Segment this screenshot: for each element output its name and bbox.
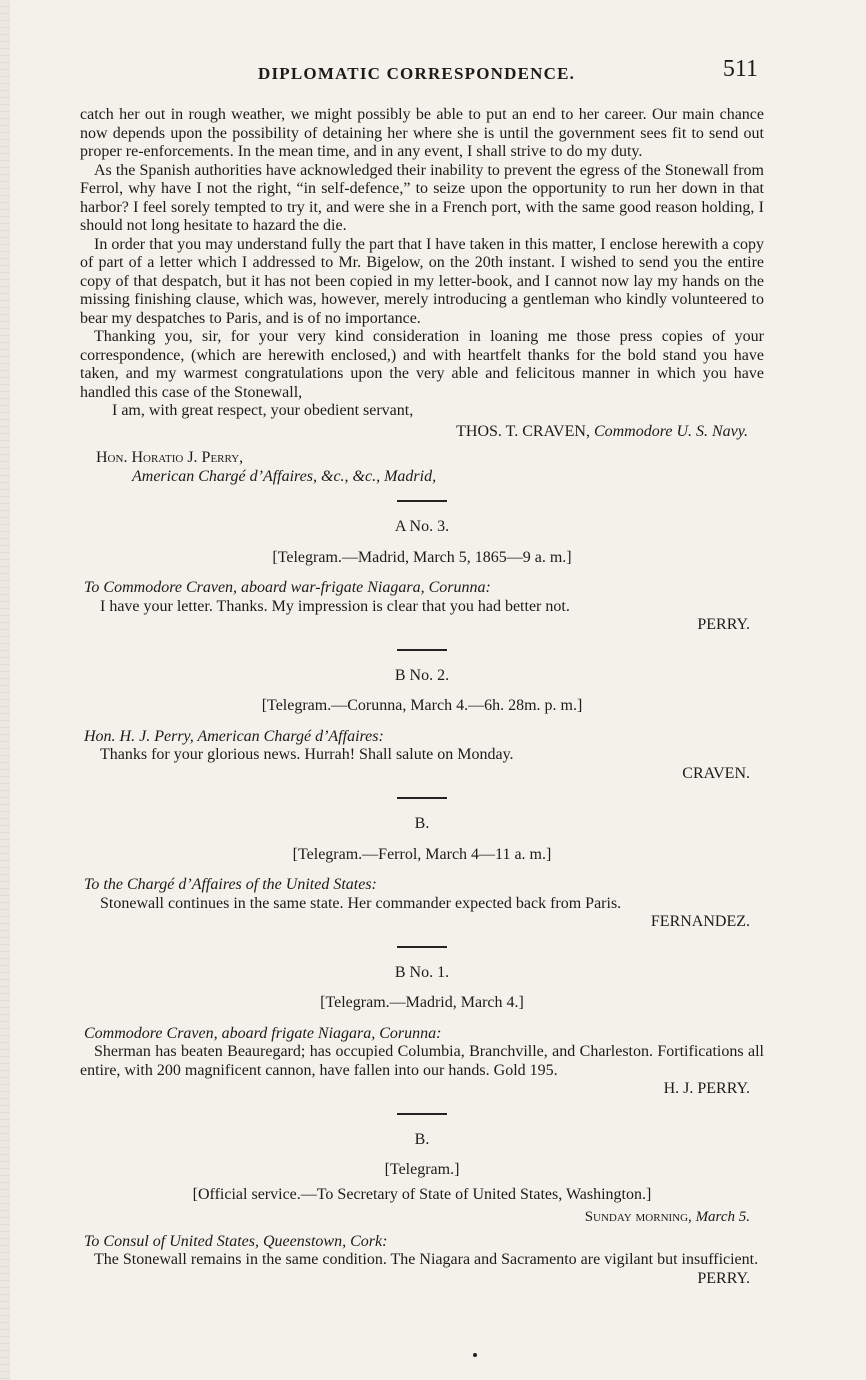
- telegram-block: [80, 964, 764, 1099]
- section-rule: [397, 649, 447, 651]
- page-header: [78, 58, 762, 88]
- telegram-heading: A No. 3.: [394, 518, 450, 535]
- addressee-title: American Chargé d’Affaires, &c., &c., Madrid,: [132, 467, 437, 485]
- telegram-heading: B.: [414, 815, 430, 832]
- running-title: DIPLOMATIC CORRESPONDENCE.: [258, 64, 576, 83]
- telegram-block: [80, 1131, 764, 1289]
- telegram-subheading: [Telegram.—Madrid, March 4.]: [320, 994, 524, 1011]
- telegram-signature: H. J. PERRY.: [663, 1080, 750, 1097]
- page-body: [80, 106, 764, 1288]
- telegram-text: Stonewall continues in the same state. Her commander expected back from Paris.: [100, 894, 622, 912]
- telegram-recipient: Commodore Craven, aboard frigate Niagara, Corunna:: [84, 1024, 442, 1042]
- telegram-date: [80, 1208, 750, 1227]
- telegram-text: Thanks for your glorious news. Hurrah! Shall salute on Monday.: [100, 746, 514, 763]
- telegram-recipient: To the Chargé d’Affaires of the United States:: [84, 876, 377, 893]
- letter-paragraph-4: Thanking you, sir, for your very kind consideration in loaning me those press copies of your correspondence, (which are herewith enclosed,) and with heartfelt thanks for the bold stand you have taken, and my warmest congratulations upon the very able and felicitous manner in which you have handled this case of the Stonewall,: [80, 328, 764, 401]
- signature-title: Commodore U. S. Navy.: [593, 422, 748, 440]
- telegram-heading: B No. 1.: [394, 963, 450, 981]
- telegram-text: I have your letter. Thanks. My impression is clear that you had better not.: [100, 597, 570, 615]
- signature-name: THOS. T. CRAVEN,: [456, 422, 590, 440]
- addressee-name: Hon. Horatio J. Perry,: [96, 449, 244, 466]
- telegram-recipient: Hon. H. J. Perry, American Chargé d’Affaires:: [84, 727, 384, 745]
- letter-signature: [80, 423, 748, 442]
- telegram-heading: B.: [414, 1130, 430, 1148]
- telegram-block: [80, 518, 764, 635]
- letter-closing: I am, with great respect, your obedient servant,: [112, 402, 414, 419]
- page-number: 511: [722, 56, 758, 82]
- section-rule: [397, 946, 447, 948]
- telegram-service-line: [Official service.—To Secretary of State of United States, Washington.]: [192, 1185, 652, 1203]
- letter-paragraph-1: catch her out in rough weather, we might possibly be able to put an end to her career. Our main chance now depends upon the possibility of detaining her where she is until the government sees fit to send out proper re-enforcements. In the mean time, and in any event, I shall strive to do my duty.: [80, 106, 764, 160]
- telegram-text: The Stonewall remains in the same condition. The Niagara and Sacramento are vigilant but insufficient.: [94, 1251, 759, 1268]
- date-suffix: March 5.: [695, 1209, 750, 1225]
- telegram-subheading: [Telegram.—Corunna, March 4.—6h. 28m. p. m.]: [261, 697, 583, 714]
- section-rule: [397, 1113, 447, 1115]
- telegram-subheading: [Telegram.]: [384, 1161, 460, 1178]
- letter-paragraph-2: As the Spanish authorities have acknowledged their inability to prevent the egress of the Stonewall from Ferrol, why have I not the right, “in self-defence,” to seize upon the opportunity to run her down in that harbor? I feel sorely tempted to try it, and were she in a French port, with the same good reason holding, I should not long hesitate to hazard the die.: [80, 161, 764, 234]
- telegram-text: Sherman has beaten Beauregard; has occupied Columbia, Branchville, and Charleston. Fortifications all entire, with 200 magnificent cannon, have fallen into our hands. Gold 195.: [80, 1043, 764, 1079]
- section-rule: [397, 500, 447, 502]
- telegram-signature: FERNANDEZ.: [650, 913, 750, 930]
- letter-paragraph-3: In order that you may understand fully the part that I have taken in this matter, I enclose herewith a copy of part of a letter which I addressed to Mr. Bigelow, on the 20th instant. I wished to send you the entire copy of that despatch, but it has not been copied in my letter-book, and I cannot now lay my hands on the missing finishing clause, which was, however, merely introducing a gentleman who kindly volunteered to bear my despatches to Paris, and is of no importance.: [80, 235, 764, 327]
- telegram-signature: CRAVEN.: [682, 764, 750, 782]
- telegram-recipient: To Consul of United States, Queenstown, Cork:: [84, 1232, 388, 1250]
- section-rule: [397, 797, 447, 799]
- telegram-block: [80, 815, 764, 932]
- telegram-block: [80, 667, 764, 784]
- telegram-recipient: To Commodore Craven, aboard war-frigate Niagara, Corunna:: [84, 579, 491, 596]
- print-mark: [473, 1353, 477, 1357]
- telegram-subheading: [Telegram.—Ferrol, March 4—11 a. m.]: [292, 845, 552, 863]
- telegram-signature: PERRY.: [697, 1269, 750, 1287]
- telegram-heading: B No. 2.: [394, 666, 450, 684]
- telegram-signature: PERRY.: [697, 616, 750, 633]
- telegram-subheading: [Telegram.—Madrid, March 5, 1865—9 a. m.]: [272, 548, 572, 566]
- binding-edge: [0, 0, 10, 1380]
- date-prefix: Sunday morning,: [584, 1209, 692, 1225]
